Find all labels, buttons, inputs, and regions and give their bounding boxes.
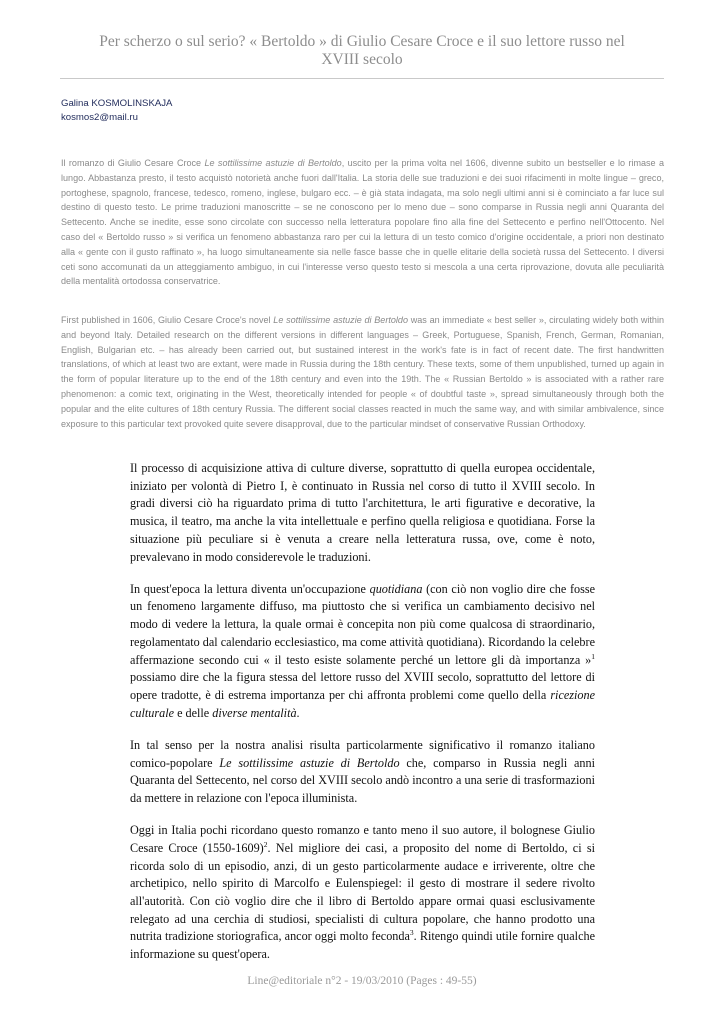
author-name: Galina KOSMOLINSKAJA bbox=[61, 98, 173, 109]
text-run: e delle bbox=[174, 705, 213, 720]
text-run: In tal senso per la nostra analisi risulta particolarmente significativo il romanzo italiano comico-popolare bbox=[130, 737, 595, 770]
text-run: . Ritengo quindi utile fornire qualche informazione su quest'opera. bbox=[130, 929, 595, 962]
running-header bbox=[60, 33, 664, 69]
abstract-english bbox=[61, 313, 664, 431]
emphasis: quotidiana bbox=[369, 581, 423, 596]
footnote-ref-1[interactable]: 1 bbox=[591, 651, 595, 661]
body-paragraph-4 bbox=[130, 822, 595, 964]
abstract-it-text: Il romanzo di Giulio Cesare Croce bbox=[61, 158, 205, 168]
header-title-line2: XVIII secolo bbox=[321, 51, 403, 68]
article-body bbox=[130, 460, 595, 978]
text-run: (con ciò non voglio dire che fosse un fenomeno largamente diffuso, ma piuttosto che si verifica un cambiamento decisivo nel modo di vedere la lettura, la quale ormai è concepita non più come qualcosa di straordinario, regolamentato dal calendario ecclesiastico, ma come attività quotidiana). Ricordando la celebre affermazione secondo cui « il testo esiste solamente perché un lettore gli dà importanza » bbox=[130, 581, 595, 667]
abstract-en-book-title: Le sottilissime astuzie di Bertoldo bbox=[273, 315, 408, 325]
body-paragraph-2 bbox=[130, 581, 595, 723]
text-run: . bbox=[296, 705, 300, 720]
abstract-en-text-cont: was an immediate « best seller », circulating widely both within and beyond Italy. Detailed research on the different versions in different languages – Greek, Portuguese, Spanish, French, German, Romanian, English, Bulgarian etc. – has already been carried out, but sustained interest in the work's fate is in fact of recent date. The first handwritten translations, of which at least two are extant, were made in Russia during the 18th century. These texts, some of them unpublished, turned up again in the form of popular literature up to the end of the 18th century and even into the 19th. The « Russian Bertoldo » is associated with a rather rare phenomenon: a comic text, originating in the West, theoretically intended for people « of doubtful taste », spread simultaneously through both the popular and the elite cultures of 18th century Russia. The different social classes reacted in much the same way, and with similar ambivalence, since exposure to this particular text provoked quite severe disapproval, due to the particular mindset of conservative Russian Orthodoxy. bbox=[61, 315, 664, 429]
abstract-it-book-title: Le sottilissime astuzie di Bertoldo bbox=[204, 158, 342, 168]
abstract-italian bbox=[61, 156, 664, 289]
author-block bbox=[61, 97, 172, 125]
header-divider bbox=[60, 78, 664, 79]
text-run: . Nel migliore dei casi, a proposito del nome di Bertoldo, ci si ricorda solo di un episodio, anzi, di un gesto particolarmente audace e irriverente, oltre che archetipico, nello spirito di Marcolfo e Eulenspiegel: il gesto di mostrare il sedere rivolto all'autorità. Con ciò voglio dire che il libro di Bertoldo appare ormai quasi esclusivamente relegato ad una cerchia di studiosi, specialisti di cultura popolare, che hanno prodotto una nutrita tradizione storiografica, ancor oggi molto feconda bbox=[130, 840, 595, 944]
footnote-ref-3[interactable]: 3 bbox=[409, 928, 414, 938]
author-email: kosmos2@mail.ru bbox=[61, 112, 138, 123]
page-footer: Line@editoriale n°2 - 19/03/2010 (Pages : 49-55) bbox=[247, 975, 477, 987]
emphasis-book-title: Le sottilissime astuzie di Bertoldo bbox=[219, 755, 400, 770]
abstract-it-text-cont: , uscito per la prima volta nel 1606, divenne subito un bestseller e lo rimase a lungo. Abbastanza presto, il testo acquistò notorietà anche fuori dall'Italia. La storia delle sue traduzioni e dei suoi rifacimenti in molte lingue – greco, portoghese, spagnolo, francese, tedesco, romeno, inglese, bulgaro ecc. – è già stata indagata, ma solo negli ultimi anni si è cominciato a far luce sul destino di questo testo. Le prime traduzioni manoscritte – se ne conoscono per lo meno due – sono comparse in Russia negli anni Quaranta del Settecento. Anche se inedite, esse sono circolate con successo nella letteratura popolare fino alla fine del Settecento e perfino nell'Ottocento. Nel caso del « Bertoldo russo » si verifica un fenomeno abbastanza raro per cui la lettura di un testo comico d'origine occidentale, a priori non destinato alla « gente con il gusto raffinato », ha luogo simultaneamente sia nelle fasce basse che in quelle elitarie della società russa del Settecento. I diversi ceti sono accomunati da un atteggiamento ambiguo, in cui l'interesse verso questo testo si mescola a una certa riprovazione, dovuta alle peculiarità della mentalità ortodossa conservatrice. bbox=[61, 158, 664, 287]
footnote-ref-2[interactable]: 2 bbox=[263, 839, 268, 849]
abstract-en-text: First published in 1606, Giulio Cesare Croce's novel bbox=[61, 315, 274, 325]
header-title-line1: Per scherzo o sul serio? « Bertoldo » di Giulio Cesare Croce e il suo lettore russo nel bbox=[99, 33, 625, 50]
body-paragraph-1: Il processo di acquisizione attiva di culture diverse, soprattutto di quella europea occidentale, iniziato per volontà di Pietro I, è continuato in Russia nel corso di tutto il XVIII secolo. In gradi diversi ciò ha riguardato prima di tutto l'architettura, le arti figurative e decorative, la musica, il teatro, ma anche la vita intellettuale e perfino quella religiosa e quotidiana. Forse la situazione più peculiare si è venuta a creare nella letteratura russa, ove, come è noto, prevalevano in modo considerevole le traduzioni. bbox=[130, 461, 595, 564]
text-run: che, comparso in Russia negli anni Quaranta del Settecento, nel corso del XVIII secolo andò incontro a una serie di trasformazioni da mettere in relazione con l'epoca illuminista. bbox=[130, 755, 595, 805]
body-paragraph-3 bbox=[130, 737, 595, 808]
text-run: possiamo dire che la figura stessa del lettore russo del XVIII secolo, soprattutto del lettore di opere tradotte, è di estrema importanza per chi affronta problemi come quello della bbox=[130, 670, 595, 702]
emphasis: ricezione culturale bbox=[130, 687, 595, 720]
text-run: Oggi in Italia pochi ricordano questo romanzo e tanto meno il suo autore, il bolognese Giulio Cesare Croce (1550-1609) bbox=[130, 823, 595, 855]
text-run: In quest'epoca la lettura diventa un'occupazione bbox=[130, 581, 370, 596]
emphasis: diverse mentalità bbox=[212, 705, 297, 720]
